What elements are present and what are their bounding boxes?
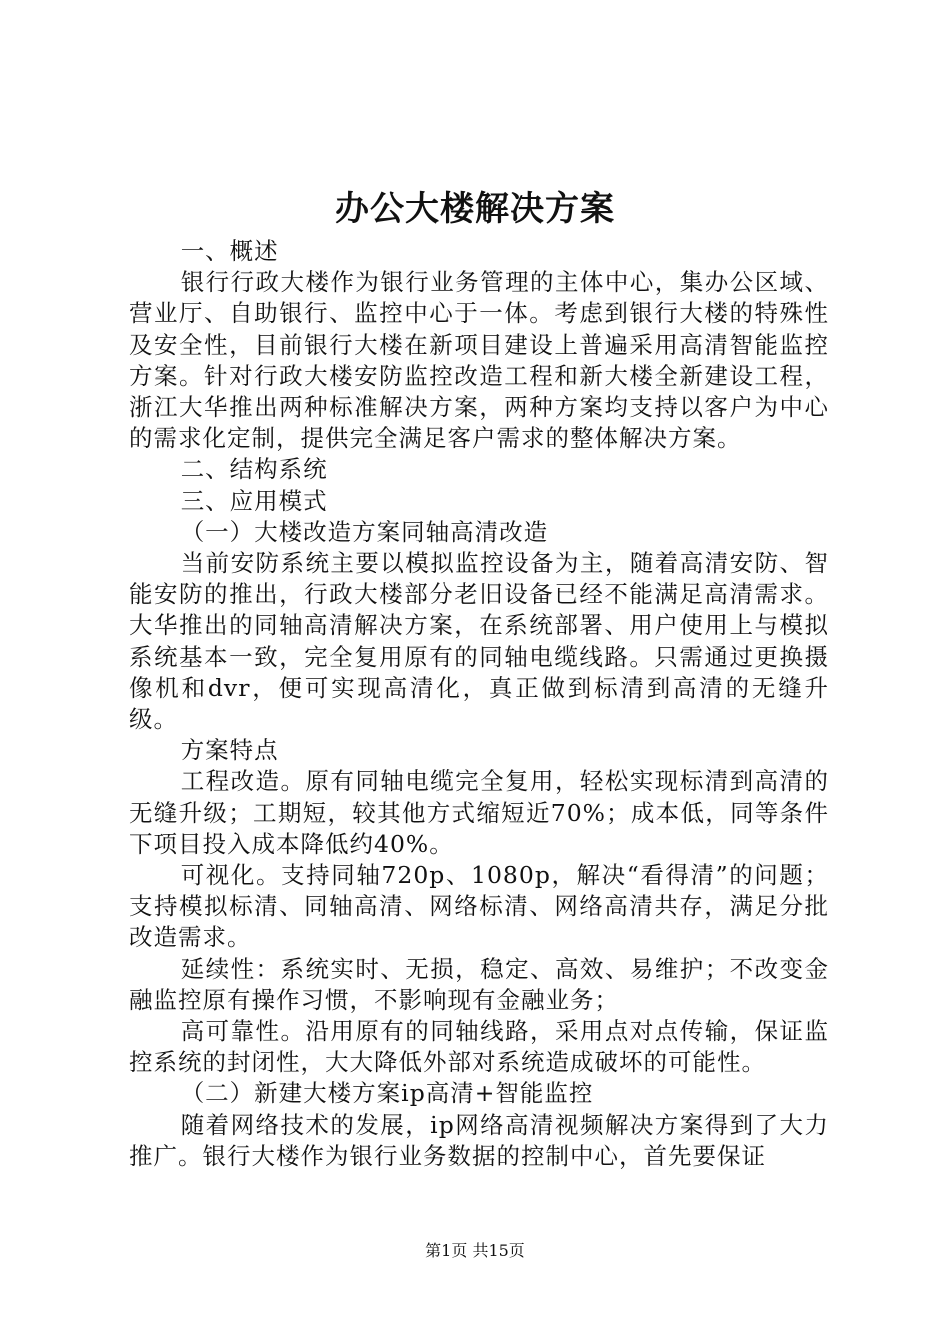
paragraph: 高可靠性。沿用原有的同轴线路，采用点对点传输，保证监控系统的封闭性，大大降低外部对系统造成破坏的可能性。: [129, 1017, 829, 1077]
paragraph: 延续性：系统实时、无损，稳定、高效、易维护；不改变金融监控原有操作习惯，不影响现有金融业务；: [129, 954, 829, 1014]
subsection-heading: （一）大楼改造方案同轴高清改造: [180, 517, 549, 546]
document-body: [129, 236, 829, 1172]
section-heading: 二、结构系统: [180, 455, 328, 484]
section-heading: 一、概述: [180, 237, 279, 265]
paragraph: 可视化。支持同轴720p、1080p，解决“看得清”的问题；支持模拟标清、同轴高清、网络标清、网络高清共存，满足分批改造需求。: [129, 861, 829, 952]
paragraph: 当前安防系统主要以模拟监控设备为主，随着高清安防、智能安防的推出，行政大楼部分老旧设备已经不能满足高清需求。大华推出的同轴高清解决方案，在系统部署、用户使用上与模拟系统基本一致，完全复用原有的同轴电缆线路。只需通过更换摄像机和dvr，便可实现高清化，真正做到标清到高清的无缝升级。: [129, 549, 829, 734]
document-title: 办公大楼解决方案: [335, 189, 615, 229]
paragraph: 工程改造。原有同轴电缆完全复用，轻松实现标清到高清的无缝升级；工期短，较其他方式缩短近70%；成本低，同等条件下项目投入成本降低约40%。: [129, 767, 829, 858]
section-heading: 三、应用模式: [180, 486, 328, 515]
subsection-heading: （二）新建大楼方案ip高清+智能监控: [180, 1079, 594, 1108]
paragraph: 随着网络技术的发展，ip网络高清视频解决方案得到了大力推广。银行大楼作为银行业务数据的控制中心，首先要保证: [129, 1110, 829, 1170]
subsection-heading: 方案特点: [180, 736, 279, 765]
paragraph: 银行行政大楼作为银行业务管理的主体中心，集办公区域、营业厅、自助银行、监控中心于一体。考虑到银行大楼的特殊性及安全性，目前银行大楼在新项目建设上普遍采用高清智能监控方案。针对行政大楼安防监控改造工程和新大楼全新建设工程，浙江大华推出两种标准解决方案，两种方案均支持以客户为中心的需求化定制，提供完全满足客户需求的整体解决方案。: [129, 268, 829, 453]
page-footer: 第1页 共15页: [425, 1241, 525, 1260]
